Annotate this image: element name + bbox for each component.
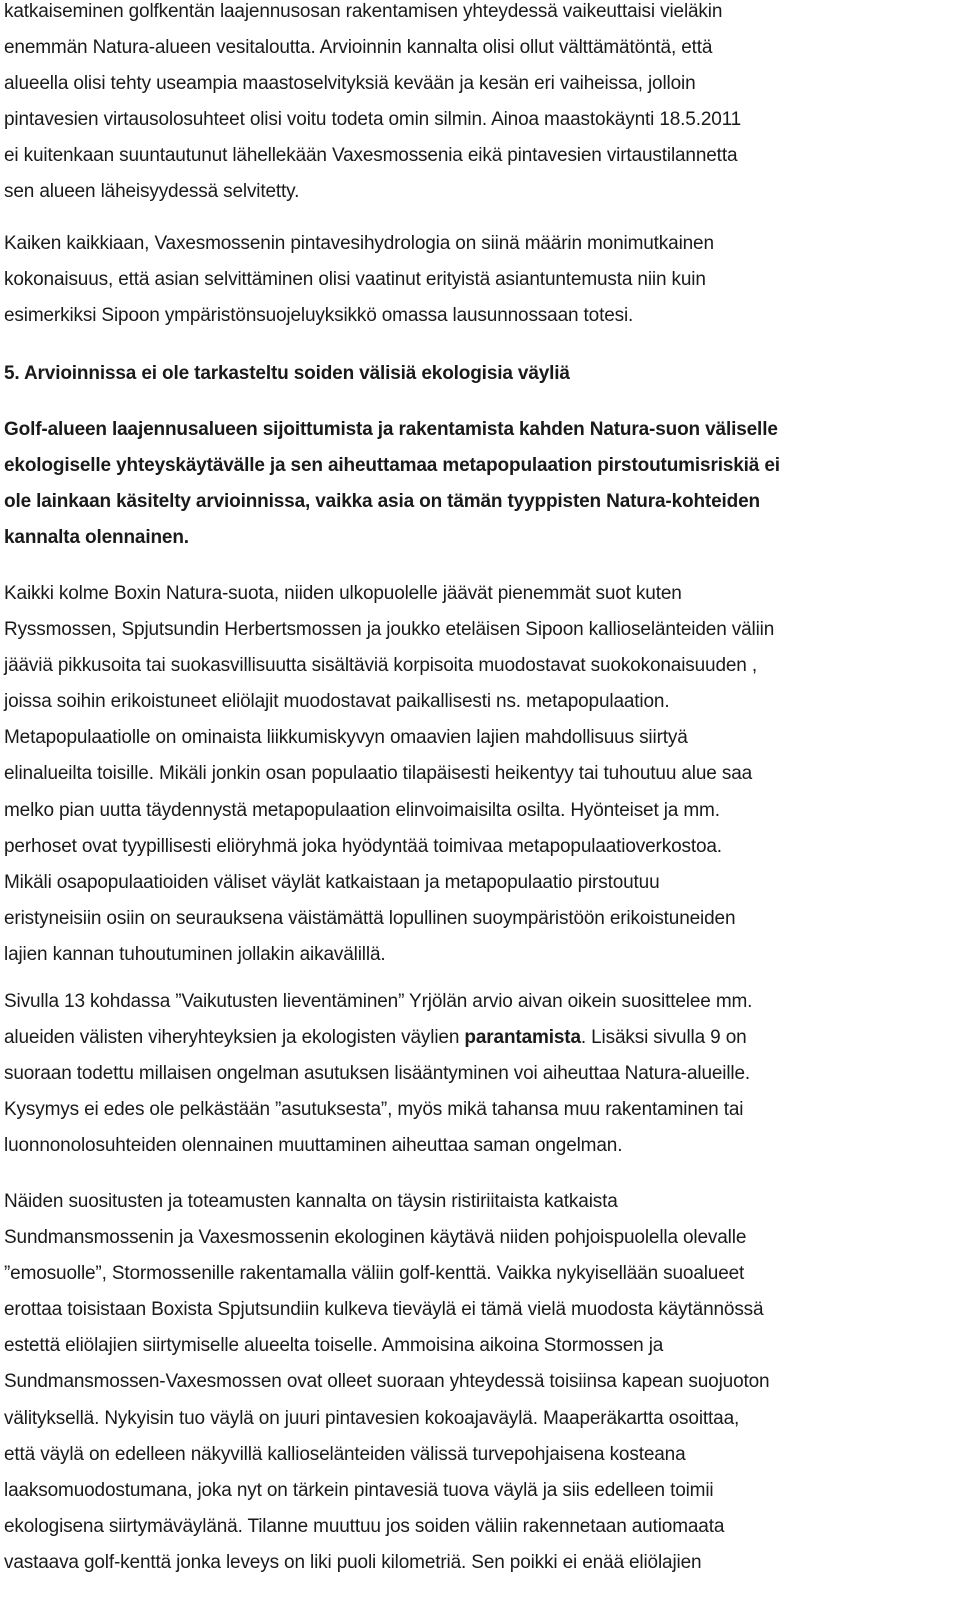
paragraph-golf-corridor-bold	[4, 412, 780, 556]
paragraph-hydrology	[4, 226, 714, 334]
section-heading-5	[4, 356, 570, 392]
paragraph-water-survey	[4, 0, 741, 211]
text-line-mixed	[4, 1020, 752, 1056]
text-line: Mikäli osapopulaatioiden väliset väylät katkaistaan ja metapopulaatio pirstoutuu	[4, 871, 660, 893]
text-line: luonnonolosuhteiden olennainen muuttaminen aiheuttaa saman ongelman.	[4, 1135, 623, 1157]
text-line: esimerkiksi Sipoon ympäristönsuojeluyksikkö omassa lausunnossaan totesi.	[4, 305, 634, 327]
text-line: erottaa toisistaan Boxista Spjutsundiin kulkeva tieväylä ei tämä vielä muodosta käytännössä	[4, 1299, 764, 1321]
text-line: ”emosuolle”, Stormossenille rakentamalla väliin golf-kenttä. Vaikka nykyisellään suoalueet	[4, 1263, 745, 1285]
text-line: Kaikki kolme Boxin Natura-suota, niiden ulkopuolelle jäävät pienemmät suot kuten	[4, 583, 682, 604]
section-heading: 5. Arvioinnissa ei ole tarkasteltu soiden välisiä ekologisia väyliä	[4, 363, 570, 384]
text-line: Ryssmossen, Spjutsundin Herbertsmossen ja joukko eteläisen Sipoon kallioselänteiden väliin	[4, 619, 775, 641]
paragraph-corridor-conflict	[4, 1184, 769, 1581]
paragraph-mitigation	[4, 984, 752, 1164]
text-line: alueella olisi tehty useampia maastoselvityksiä kevään ja kesän eri vaiheissa, jolloin	[4, 73, 696, 95]
text-line: enemmän Natura-alueen vesitaloutta. Arvioinnin kannalta olisi ollut välttämätöntä, että	[4, 37, 713, 59]
text-line: kannalta olennainen.	[4, 527, 189, 549]
text-line: sen alueen läheisyydessä selvitetty.	[4, 181, 300, 203]
text-line: kokonaisuus, että asian selvittäminen olisi vaatinut erityistä asiantuntemusta niin kuin	[4, 269, 706, 291]
text-line: ekologiselle yhteyskäytävälle ja sen aiheuttamaa metapopulaation pirstoutumisriskiä ei	[4, 455, 780, 477]
text-line: perhoset ovat tyypillisesti eliöryhmä joka hyödyntää toimivaa metapopulaatioverkostoa.	[4, 835, 722, 857]
text-segment: . Lisäksi sivulla 9 on	[580, 1027, 747, 1049]
text-line: eristyneisiin osiin on seurauksena väistämättä lopullinen suoympäristöön erikoistuneiden	[4, 907, 736, 929]
text-line: että väylä on edelleen näkyvillä kallioselänteiden välissä turvepohjaisena kosteana	[4, 1443, 686, 1465]
text-line: ole lainkaan käsitelty arvioinnissa, vaikka asia on tämän tyyppisten Natura-kohteiden	[4, 491, 760, 513]
text-line: melko pian uutta täydennystä metapopulaation elinvoimaisilta osilta. Hyönteiset ja mm.	[4, 799, 720, 821]
text-line: jääviä pikkusoita tai suokasvillisuutta sisältäviä korpisoita muodostavat suokokonaisuuden ,	[4, 655, 757, 677]
text-line: estettä eliölajien siirtymiselle alueelta toiselle. Ammoisina aikoina Stormossen ja	[4, 1335, 664, 1357]
text-line: Metapopulaatiolle on ominaista liikkumiskyvyn omaavien lajien mahdollisuus siirtyä	[4, 727, 688, 749]
text-line: ei kuitenkaan suuntautunut lähellekään Vaxesmossenia eikä pintavesien virtaustilannetta	[4, 145, 738, 167]
text-line: Sundmansmossen-Vaxesmossen ovat olleet suoraan yhteydessä toisiinsa kapean suojuoton	[4, 1371, 770, 1393]
text-line: Näiden suositusten ja toteamusten kannalta on täysin ristiriitaista katkaista	[4, 1191, 618, 1212]
text-segment: alueiden välisten viheryhteyksien ja ekologisten väylien	[4, 1027, 465, 1049]
text-line: joissa soihin erikoistuneet eliölajit muodostavat paikallisesti ns. metapopulaation.	[4, 691, 670, 713]
text-line: suoraan todettu millaisen ongelman asutuksen lisääntyminen voi aiheuttaa Natura-alueille.	[4, 1063, 751, 1085]
bold-emphasis: parantamista	[464, 1027, 581, 1049]
text-line: laaksomuodostumana, joka nyt on tärkein pintavesiä tuova väylä ja siis edelleen toimii	[4, 1479, 714, 1501]
text-line: ekologisena siirtymäväylänä. Tilanne muuttuu jos soiden väliin rakennetaan autiomaata	[4, 1515, 725, 1537]
text-line: välityksellä. Nykyisin tuo väylä on juuri pintavesien kokoajaväylä. Maaperäkartta osoittaa,	[4, 1407, 740, 1429]
text-line: elinalueilta toisille. Mikäli jonkin osan populaatio tilapäisesti heikentyy tai tuhoutuu alue saa	[4, 763, 753, 785]
text-line: lajien kannan tuhoutuminen jollakin aikavälillä.	[4, 943, 386, 965]
text-line: Sundmansmossenin ja Vaxesmossenin ekologinen käytävä niiden pohjoispuolella olevalle	[4, 1227, 747, 1249]
text-line: vastaava golf-kenttä jonka leveys on liki puoli kilometriä. Sen poikki ei enää eliölajien	[4, 1551, 702, 1573]
text-line: Kysymys ei edes ole pelkästään ”asutuksesta”, myös mikä tahansa muu rakentaminen tai	[4, 1099, 744, 1121]
paragraph-metapopulation	[4, 576, 774, 973]
text-line: Golf-alueen laajennusalueen sijoittumista ja rakentamista kahden Natura-suon väliselle	[4, 419, 778, 440]
text-line: Sivulla 13 kohdassa ”Vaikutusten lieventäminen” Yrjölän arvio aivan oikein suosittelee mm.	[4, 991, 753, 1012]
text-line: pintavesien virtausolosuhteet olisi voitu todeta omin silmin. Ainoa maastokäynti 18.5.2011	[4, 109, 742, 131]
text-line: katkaiseminen golfkentän laajennusosan rakentamisen yhteydessä vaikeuttaisi vieläkin	[4, 1, 723, 22]
text-line: Kaiken kaikkiaan, Vaxesmossenin pintavesihydrologia on siinä määrin monimutkainen	[4, 233, 714, 254]
